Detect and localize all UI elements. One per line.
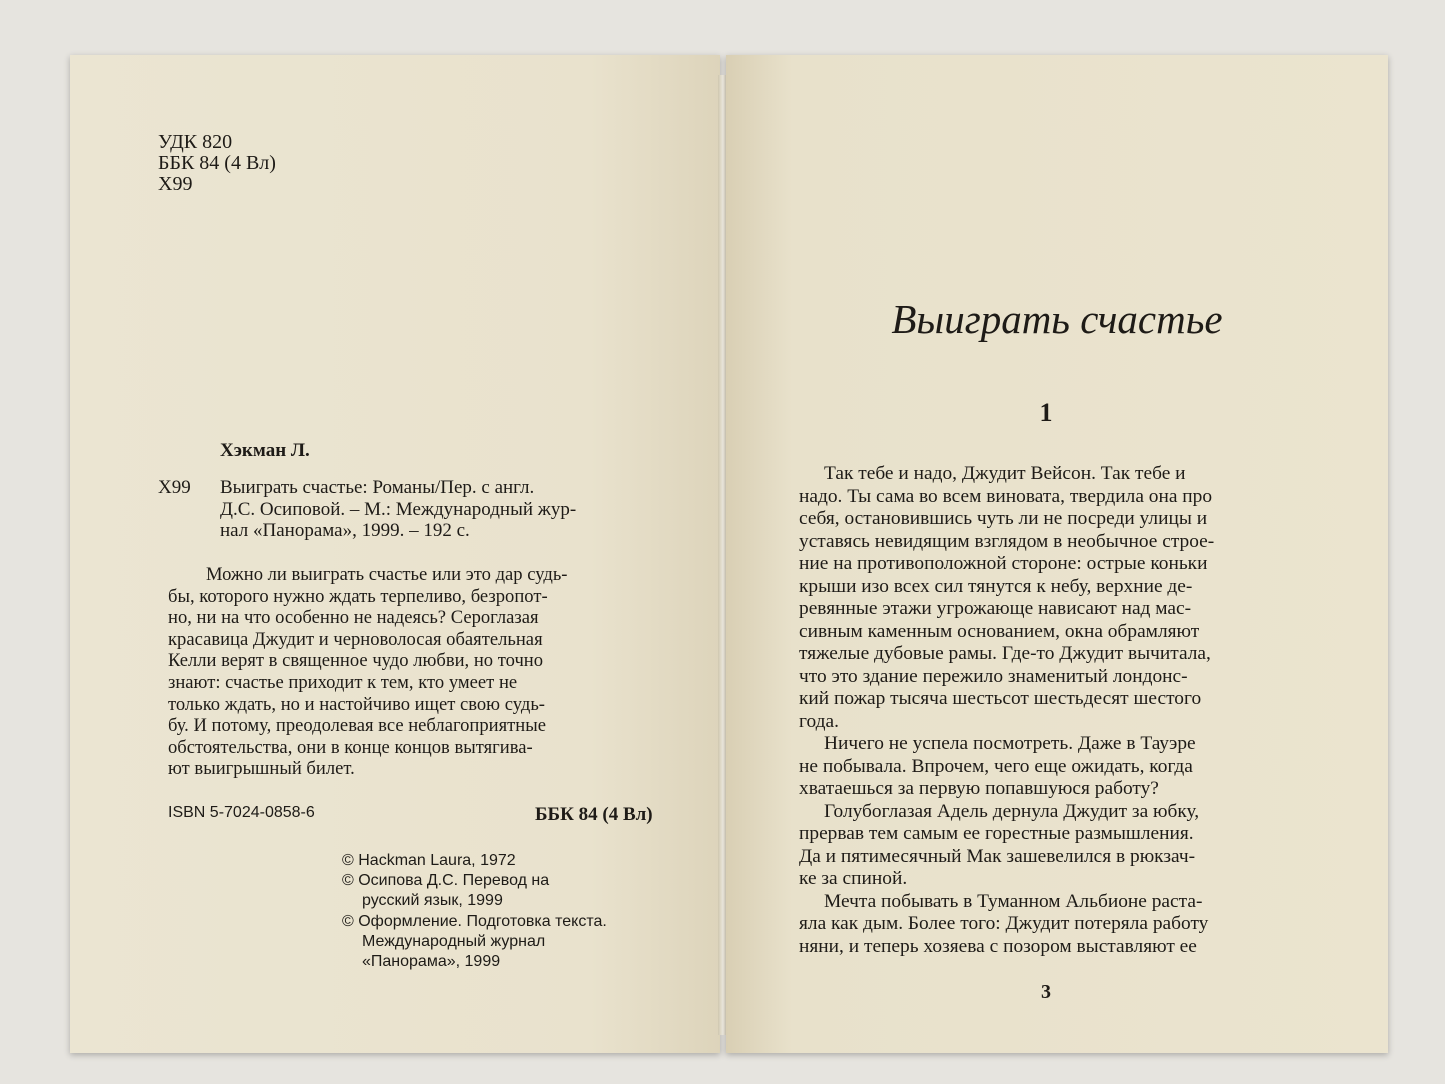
text-line: что это здание пережило знаменитый лондонс-	[799, 665, 1188, 687]
author-mark: Х99	[158, 173, 193, 195]
annotation-line: Можно ли выиграть счастье или это дар судь-	[206, 564, 568, 585]
text-line: яла как дым. Более того: Джудит потеряла работу	[799, 913, 1209, 934]
biblio-line: нал «Панорама», 1999. – 192 с.	[220, 520, 470, 541]
bbk-code-bottom: ББК 84 (4 Вл)	[535, 804, 653, 825]
text-line: Голубоглазая Адель дернула Джудит за юбку,	[824, 800, 1200, 822]
page-number: 3	[1041, 981, 1051, 1003]
annotation-line: Келли верят в священное чудо любви, но точно	[168, 650, 544, 672]
text-line: уставясь невидящим взглядом в необычное строе-	[799, 530, 1215, 552]
annotation-line: ют выигрышный билет.	[168, 758, 355, 780]
isbn: ISBN 5-7024-0858-6	[168, 804, 315, 821]
text-line: тяжелые дубовые рамы. Где-то Джудит вычитала,	[799, 643, 1211, 664]
text-line: надо. Ты сама во всем виновата, твердила она про	[799, 485, 1213, 507]
text-line: ревянные этажи угрожающе нависают над мас-	[799, 598, 1192, 619]
text-line: Ничего не успела посмотреть. Даже в Тауэре	[824, 733, 1196, 754]
open-book	[58, 55, 1388, 1053]
left-page	[70, 55, 720, 1053]
text-line: Да и пятимесячный Мак зашевелился в рюкзач-	[799, 845, 1196, 867]
text-line: кий пожар тысяча шестьсот шестьдесят шестого	[799, 688, 1202, 709]
text-line: года.	[799, 710, 839, 732]
chapter-number: 1	[1039, 398, 1053, 427]
author-name: Хэкман Л.	[220, 440, 310, 461]
annotation-line: знают: счастье приходит к тем, кто умеет не	[168, 671, 518, 693]
right-page	[726, 55, 1388, 1053]
text-line: прервав тем самым ее горестные размышления.	[799, 823, 1194, 844]
annotation-line: только ждать, но и настойчиво ищет свою судь-	[168, 693, 545, 715]
text-line: ние на противоположной стороне: острые коньки	[799, 553, 1208, 574]
catalog-codes	[158, 132, 276, 195]
text-line: не побывала. Впрочем, чего еще ожидать, когда	[799, 755, 1193, 777]
bbk-code: ББК 84 (4 Вл)	[158, 152, 276, 174]
annotation-line: обстоятельства, они в конце концов вытягива-	[168, 736, 533, 758]
biblio-line: Выиграть счастье: Романы/Пер. с англ.	[220, 477, 535, 498]
body-text	[799, 463, 1214, 958]
text-line: хватаешься за первую попавшуюся работу?	[799, 778, 1159, 799]
annotation-line: бу. И потому, преодолевая все неблагоприятные	[168, 715, 546, 737]
text-line: Мечта побывать в Туманном Альбионе раста-	[824, 890, 1203, 912]
annotation-line: красавица Джудит и черноволосая обаятельная	[168, 628, 543, 650]
copyright-line: русский язык, 1999	[362, 892, 503, 910]
copyright-line: «Панорама», 1999	[362, 952, 501, 970]
author-mark-code: Х99	[158, 477, 191, 498]
bibliographic-description	[220, 477, 576, 542]
copyright-line: © Осипова Д.С. Перевод на	[342, 872, 550, 890]
text-line: няни, и теперь хозяева с позором выставляют ее	[799, 935, 1197, 957]
copyright-line: © Hackman Laura, 1972	[342, 852, 516, 869]
annotation-line: но, ни на что особенно не надеясь? Сероглазая	[168, 607, 539, 629]
udk-code: УДК 820	[158, 131, 233, 153]
copyright-line: Международный журнал	[362, 932, 546, 950]
text-line: ке за спиной.	[799, 868, 908, 889]
text-line: Так тебе и надо, Джудит Вейсон. Так тебе и	[824, 463, 1186, 484]
biblio-line: Д.С. Осиповой. – М.: Международный жур-	[220, 498, 577, 520]
annotation	[168, 564, 568, 780]
text-line: крыши изо всех сил тянутся к небу, верхние де-	[799, 575, 1193, 597]
annotation-line: бы, которого нужно ждать терпеливо, безропот-	[168, 585, 548, 607]
book-title: Выиграть счастье	[891, 296, 1223, 342]
copyright-line: © Оформление. Подготовка текста.	[342, 912, 607, 930]
copyright-block	[342, 851, 607, 972]
text-line: себя, остановившись чуть ли не посреди улицы и	[799, 508, 1208, 529]
text-line: сивным каменным основанием, окна обрамляют	[799, 620, 1200, 642]
